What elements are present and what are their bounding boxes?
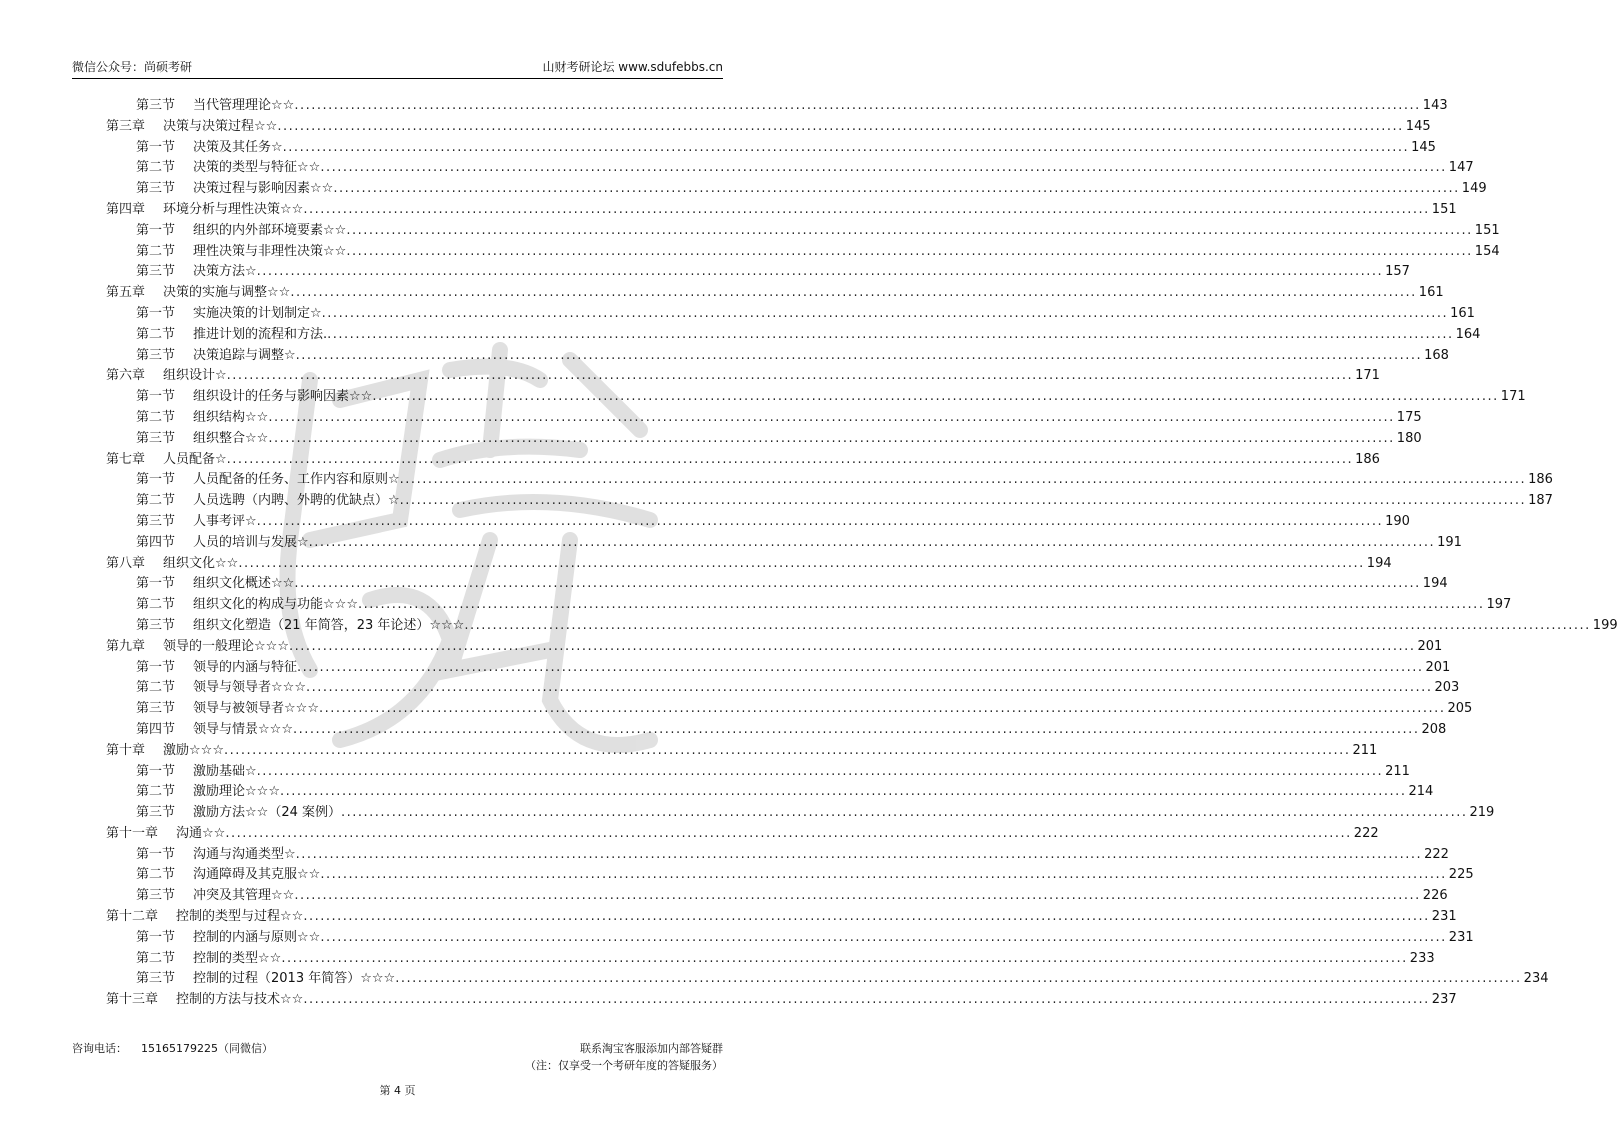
toc-entry-title: 沟通与沟通类型☆ bbox=[193, 846, 296, 862]
toc-entry-number: 第一节 bbox=[136, 659, 176, 675]
header-divider bbox=[72, 78, 723, 79]
toc-entry-number: 第六章 bbox=[106, 368, 146, 384]
toc-dot-leader: ........................................................................................................................................................................................................ bbox=[346, 222, 1473, 238]
toc-entry-title: 决策追踪与调整☆ bbox=[193, 347, 296, 363]
toc-entry-page: 151 bbox=[1431, 201, 1457, 217]
toc-entry-number: 第五章 bbox=[106, 285, 146, 301]
toc-entry-page: 161 bbox=[1450, 305, 1475, 321]
toc-entry-page: 208 bbox=[1421, 721, 1447, 737]
toc-entry-number: 第四节 bbox=[136, 721, 176, 737]
toc-entry-page: 231 bbox=[1448, 929, 1474, 945]
toc-entry-number: 第一节 bbox=[136, 389, 176, 405]
toc-entry-title: 领导与领导者☆☆☆ bbox=[193, 680, 306, 696]
toc-entry-page: 175 bbox=[1396, 409, 1422, 425]
toc-entry-number: 第八章 bbox=[106, 555, 146, 571]
toc-entry-page: 194 bbox=[1422, 576, 1448, 592]
toc-entry-page: 237 bbox=[1431, 992, 1457, 1008]
toc-entry-label bbox=[106, 907, 303, 928]
toc-entry-title: 组织文化的构成与功能☆☆☆ bbox=[193, 597, 358, 613]
toc-entry-title: 激励理论☆☆☆ bbox=[193, 784, 280, 800]
toc-entry-title: 控制的类型与过程☆☆ bbox=[176, 909, 304, 925]
toc-entry-number: 第三节 bbox=[136, 701, 176, 717]
toc-entry-page: 147 bbox=[1448, 160, 1474, 176]
toc-dot-leader: ........................................................................................................................................................................................................ bbox=[357, 597, 1485, 613]
toc-entry-title: 组织文化☆☆ bbox=[163, 555, 239, 571]
toc-section-row bbox=[106, 658, 1451, 679]
toc-entry-title: 控制的方法与技术☆☆ bbox=[176, 992, 304, 1008]
toc-entry-number: 第三节 bbox=[136, 264, 176, 280]
toc-entry-label bbox=[136, 969, 395, 990]
toc-entry-title: 控制的过程（2013 年简答）☆☆☆ bbox=[193, 971, 396, 987]
header-forum-site: 山财考研论坛 www.sdufebbs.cn bbox=[542, 60, 723, 74]
toc-dot-leader: ........................................................................................................................................................................................................ bbox=[318, 701, 1446, 717]
toc-chapter-row bbox=[106, 907, 1457, 928]
toc-dot-leader: ........................................................................................................................................................................................................ bbox=[238, 555, 1365, 571]
toc-entry-page: 222 bbox=[1353, 825, 1379, 841]
toc-entry-title: 决策与决策过程☆☆ bbox=[163, 118, 278, 134]
toc-entry-title: 决策过程与影响因素☆☆ bbox=[193, 181, 334, 197]
toc-section-row bbox=[106, 138, 1436, 159]
toc-section-row bbox=[106, 491, 1553, 512]
toc-entry-number: 第七章 bbox=[106, 451, 146, 467]
toc-section-row bbox=[106, 470, 1553, 491]
toc-entry-title: 理性决策与非理性决策☆☆ bbox=[193, 243, 347, 259]
toc-dot-leader: ........................................................................................................................................................................................................ bbox=[321, 305, 1449, 321]
toc-entry-page: 145 bbox=[1411, 139, 1436, 155]
toc-section-row bbox=[106, 845, 1449, 866]
toc-entry-number: 第二节 bbox=[136, 680, 176, 696]
toc-entry-page: 201 bbox=[1417, 638, 1443, 654]
toc-section-row bbox=[106, 699, 1473, 720]
toc-entry-label bbox=[136, 886, 294, 907]
toc-entry-page: 143 bbox=[1422, 98, 1448, 113]
toc-entry-label bbox=[136, 574, 294, 595]
toc-dot-leader: ........................................................................................................................................................................................................ bbox=[226, 451, 1354, 467]
toc-entry-label bbox=[136, 470, 400, 491]
toc-dot-leader: ........................................................................................................................................................................................................ bbox=[295, 846, 1423, 862]
toc-entry-label bbox=[106, 450, 227, 471]
toc-entry-number: 第三节 bbox=[136, 971, 176, 987]
toc-section-row bbox=[106, 865, 1474, 886]
toc-section-row bbox=[106, 720, 1447, 741]
toc-entry-page: 164 bbox=[1455, 326, 1481, 342]
toc-entry-page: 197 bbox=[1486, 597, 1512, 613]
toc-entry-page: 199 bbox=[1592, 617, 1618, 633]
toc-entry-page: 211 bbox=[1352, 742, 1378, 758]
toc-entry-page: 233 bbox=[1409, 950, 1435, 966]
toc-dot-leader: ........................................................................................................................................................................................................ bbox=[399, 472, 1527, 488]
toc-entry-page: 171 bbox=[1500, 389, 1526, 405]
toc-entry-number: 第一节 bbox=[136, 305, 176, 321]
toc-section-row bbox=[106, 346, 1449, 367]
toc-dot-leader: ........................................................................................................................................................................................................ bbox=[320, 160, 1447, 176]
toc-entry-title: 激励基础☆ bbox=[193, 763, 257, 779]
toc-dot-leader: ........................................................................................................................................................................................................ bbox=[294, 98, 1421, 113]
toc-entry-title: 人员配备☆ bbox=[163, 451, 227, 467]
toc-entry-number: 第二节 bbox=[136, 160, 176, 176]
toc-entry-page: 180 bbox=[1396, 430, 1422, 446]
toc-dot-leader: ........................................................................................................................................................................................................ bbox=[256, 264, 1384, 280]
toc-entry-number: 第三节 bbox=[136, 513, 176, 529]
toc-entry-label bbox=[106, 824, 225, 845]
toc-entry-number: 第三节 bbox=[136, 430, 176, 446]
toc-entry-number: 第三章 bbox=[106, 118, 146, 134]
toc-section-row bbox=[106, 387, 1526, 408]
toc-entry-page: 171 bbox=[1355, 368, 1380, 384]
toc-chapter-row bbox=[106, 283, 1444, 304]
toc-entry-number: 第九章 bbox=[106, 638, 146, 654]
toc-entry-label bbox=[136, 533, 309, 554]
toc-dot-leader: ........................................................................................................................................................................................................ bbox=[303, 992, 1430, 1008]
toc-entry-page: 168 bbox=[1424, 347, 1449, 363]
toc-entry-page: 219 bbox=[1469, 805, 1495, 821]
toc-dot-leader: ........................................................................................................................................................................................................ bbox=[333, 181, 1460, 197]
toc-section-row bbox=[106, 678, 1460, 699]
toc-entry-page: 151 bbox=[1474, 222, 1500, 238]
toc-entry-label bbox=[136, 512, 257, 533]
toc-entry-label bbox=[136, 865, 320, 886]
toc-dot-leader: ........................................................................................................................................................................................................ bbox=[464, 617, 1591, 633]
toc-dot-leader: ........................................................................................................................................................................................................ bbox=[341, 805, 1468, 821]
toc-entry-label bbox=[106, 637, 289, 658]
toc-entry-title: 决策的实施与调整☆☆ bbox=[163, 285, 291, 301]
toc-entry-label bbox=[136, 658, 297, 679]
toc-entry-label bbox=[106, 117, 277, 138]
toc-section-row bbox=[106, 762, 1410, 783]
toc-entry-page: 201 bbox=[1425, 659, 1451, 675]
toc-dot-leader: ........................................................................................................................................................................................................ bbox=[320, 867, 1447, 883]
toc-dot-leader: ........................................................................................................................................................................................................ bbox=[282, 139, 1410, 155]
toc-entry-title: 激励☆☆☆ bbox=[163, 742, 224, 758]
toc-entry-label bbox=[136, 595, 358, 616]
toc-dot-leader: ........................................................................................................................................................................................................ bbox=[297, 659, 1424, 675]
header-wechat-account: 微信公众号：尚硕考研 bbox=[72, 60, 193, 74]
toc-section-row bbox=[106, 574, 1448, 595]
toc-entry-page: 211 bbox=[1385, 763, 1410, 779]
toc-entry-page: 194 bbox=[1366, 555, 1392, 571]
toc-entry-label bbox=[136, 928, 320, 949]
toc-entry-label bbox=[136, 325, 327, 346]
toc-entry-number: 第三节 bbox=[136, 98, 176, 113]
toc-chapter-row bbox=[106, 824, 1379, 845]
toc-entry-label bbox=[136, 346, 296, 367]
toc-entry-label bbox=[136, 949, 281, 970]
toc-entry-number: 第二节 bbox=[136, 950, 176, 966]
toc-chapter-row bbox=[106, 450, 1380, 471]
toc-entry-title: 组织结构☆☆ bbox=[193, 409, 269, 425]
toc-entry-title: 冲突及其管理☆☆ bbox=[193, 888, 295, 904]
toc-section-row bbox=[106, 325, 1481, 346]
toc-entry-title: 推进计划的流程和方法. bbox=[193, 326, 328, 342]
toc-entry-title: 领导与被领导者☆☆☆ bbox=[193, 701, 319, 717]
toc-entry-label bbox=[136, 221, 346, 242]
toc-entry-title: 领导的内涵与特征 bbox=[193, 659, 298, 675]
toc-dot-leader: ........................................................................................................................................................................................................ bbox=[256, 763, 1384, 779]
toc-entry-label bbox=[136, 138, 283, 159]
toc-entry-title: 决策及其任务☆ bbox=[193, 139, 283, 155]
toc-section-row bbox=[106, 782, 1434, 803]
toc-dot-leader: ........................................................................................................................................................................................................ bbox=[303, 909, 1430, 925]
toc-entry-title: 沟通障碍及其克服☆☆ bbox=[193, 867, 321, 883]
toc-section-row bbox=[106, 595, 1512, 616]
toc-entry-page: 186 bbox=[1528, 472, 1553, 488]
footer-contact bbox=[72, 1040, 273, 1056]
toc-dot-leader: ........................................................................................................................................................................................................ bbox=[268, 409, 1395, 425]
toc-entry-label bbox=[136, 304, 322, 325]
toc-entry-title: 当代管理理论☆☆ bbox=[193, 98, 295, 113]
toc-dot-leader: ........................................................................................................................................................................................................ bbox=[292, 721, 1420, 737]
toc-entry-label bbox=[136, 242, 346, 263]
toc-entry-label bbox=[106, 554, 238, 575]
toc-entry-page: 149 bbox=[1461, 181, 1487, 197]
toc-entry-title: 人员配备的任务、工作内容和原则☆ bbox=[193, 472, 400, 488]
toc-entry-label bbox=[136, 262, 257, 283]
toc-entry-label bbox=[136, 408, 268, 429]
toc-entry-number: 第十一章 bbox=[106, 825, 159, 841]
toc-section-row bbox=[106, 533, 1462, 554]
toc-entry-page: 186 bbox=[1355, 451, 1380, 467]
toc-entry-label bbox=[136, 782, 280, 803]
toc-entry-number: 第一节 bbox=[136, 472, 176, 488]
toc-entry-page: 190 bbox=[1385, 513, 1410, 529]
toc-entry-number: 第十三章 bbox=[106, 992, 159, 1008]
toc-entry-label bbox=[136, 158, 320, 179]
toc-entry-number: 第一节 bbox=[136, 846, 176, 862]
toc-entry-title: 人事考评☆ bbox=[193, 513, 257, 529]
toc-chapter-row bbox=[106, 990, 1457, 1011]
toc-dot-leader: ........................................................................................................................................................................................................ bbox=[290, 285, 1417, 301]
toc-entry-label bbox=[136, 387, 372, 408]
table-of-contents bbox=[106, 96, 1618, 1011]
toc-dot-leader: ........................................................................................................................................................................................................ bbox=[288, 638, 1416, 654]
toc-entry-label bbox=[106, 366, 227, 387]
toc-section-row bbox=[106, 429, 1422, 450]
toc-dot-leader: ........................................................................................................................................................................................................ bbox=[225, 825, 1352, 841]
toc-entry-title: 组织设计的任务与影响因素☆☆ bbox=[193, 389, 373, 405]
toc-dot-leader: ........................................................................................................................................................................................................ bbox=[268, 430, 1395, 446]
toc-entry-page: 214 bbox=[1408, 784, 1434, 800]
toc-entry-number: 第一节 bbox=[136, 763, 176, 779]
toc-entry-number: 第四章 bbox=[106, 201, 146, 217]
toc-section-row bbox=[106, 304, 1475, 325]
toc-entry-number: 第一节 bbox=[136, 576, 176, 592]
toc-entry-page: 225 bbox=[1448, 867, 1474, 883]
toc-entry-number: 第二节 bbox=[136, 597, 176, 613]
toc-entry-title: 领导与情景☆☆☆ bbox=[193, 721, 293, 737]
toc-entry-title: 沟通☆☆ bbox=[176, 825, 226, 841]
toc-entry-page: 222 bbox=[1424, 846, 1449, 862]
toc-chapter-row bbox=[106, 741, 1378, 762]
toc-entry-number: 第二节 bbox=[136, 867, 176, 883]
toc-section-row bbox=[106, 928, 1474, 949]
toc-entry-title: 控制的内涵与原则☆☆ bbox=[193, 929, 321, 945]
toc-entry-label bbox=[136, 845, 296, 866]
toc-entry-title: 激励方法☆☆（24 案例） bbox=[193, 805, 341, 821]
toc-dot-leader: ........................................................................................................................................................................................................ bbox=[294, 576, 1421, 592]
toc-section-row bbox=[106, 158, 1474, 179]
footer-phone-label: 咨询电话： bbox=[72, 1042, 127, 1055]
toc-dot-leader: ........................................................................................................................................................................................................ bbox=[395, 971, 1522, 987]
toc-entry-label bbox=[136, 179, 333, 200]
toc-entry-number: 第二节 bbox=[136, 326, 176, 342]
toc-chapter-row bbox=[106, 637, 1443, 658]
toc-entry-page: 187 bbox=[1528, 493, 1553, 509]
toc-entry-title: 人员选聘（内聘、外聘的优缺点）☆ bbox=[193, 493, 400, 509]
toc-section-row bbox=[106, 242, 1500, 263]
toc-entry-number: 第二节 bbox=[136, 409, 176, 425]
toc-entry-number: 第一节 bbox=[136, 139, 176, 155]
footer-phone-number: 15165179225（同微信） bbox=[141, 1042, 273, 1055]
toc-dot-leader: ........................................................................................................................................................................................................ bbox=[256, 513, 1384, 529]
toc-entry-title: 人员的培训与发展☆ bbox=[193, 534, 309, 550]
toc-dot-leader: ........................................................................................................................................................................................................ bbox=[305, 680, 1433, 696]
toc-entry-number: 第三节 bbox=[136, 347, 176, 363]
toc-entry-number: 第二节 bbox=[136, 784, 176, 800]
toc-section-row bbox=[106, 803, 1495, 824]
toc-entry-number: 第三节 bbox=[136, 888, 176, 904]
toc-entry-number: 第一节 bbox=[136, 222, 176, 238]
toc-section-row bbox=[106, 512, 1410, 533]
toc-entry-number: 第一节 bbox=[136, 929, 176, 945]
toc-dot-leader: ........................................................................................................................................................................................................ bbox=[399, 493, 1527, 509]
footer-service-note: 联系淘宝客服添加内部答疑群 bbox=[580, 1042, 723, 1055]
toc-entry-title: 组织文化塑造（21 年简答，23 年论述）☆☆☆ bbox=[193, 617, 465, 633]
toc-entry-page: 234 bbox=[1523, 971, 1549, 987]
toc-entry-page: 145 bbox=[1405, 118, 1431, 134]
toc-entry-page: 203 bbox=[1434, 680, 1460, 696]
toc-section-row bbox=[106, 408, 1422, 429]
toc-entry-page: 191 bbox=[1437, 534, 1462, 550]
toc-entry-label bbox=[136, 491, 400, 512]
toc-entry-number: 第十章 bbox=[106, 742, 146, 758]
toc-entry-number: 第三节 bbox=[136, 805, 176, 821]
toc-dot-leader: ........................................................................................................................................................................................................ bbox=[281, 950, 1408, 966]
toc-entry-number: 第二节 bbox=[136, 493, 176, 509]
toc-entry-label bbox=[106, 200, 303, 221]
toc-entry-label bbox=[136, 803, 341, 824]
toc-entry-title: 领导的一般理论☆☆☆ bbox=[163, 638, 289, 654]
toc-entry-title: 组织的内外部环境要素☆☆ bbox=[193, 222, 347, 238]
toc-chapter-row bbox=[106, 117, 1431, 138]
toc-entry-label bbox=[136, 720, 293, 741]
toc-section-row bbox=[106, 969, 1549, 990]
toc-entry-title: 组织文化概述☆☆ bbox=[193, 576, 295, 592]
toc-entry-label bbox=[136, 699, 319, 720]
page-header bbox=[72, 58, 723, 78]
toc-dot-leader: ........................................................................................................................................................................................................ bbox=[303, 201, 1430, 217]
page-number: 第 4 页 bbox=[379, 1084, 416, 1097]
toc-entry-title: 组织设计☆ bbox=[163, 368, 227, 384]
toc-entry-label bbox=[136, 429, 268, 450]
toc-entry-page: 205 bbox=[1447, 701, 1473, 717]
toc-entry-label bbox=[136, 616, 464, 637]
toc-entry-title: 控制的类型☆☆ bbox=[193, 950, 282, 966]
toc-entry-page: 157 bbox=[1385, 264, 1410, 280]
toc-chapter-row bbox=[106, 554, 1392, 575]
toc-section-row bbox=[106, 221, 1500, 242]
toc-entry-number: 第三节 bbox=[136, 617, 176, 633]
toc-entry-label bbox=[136, 96, 294, 117]
toc-entry-label bbox=[136, 678, 306, 699]
toc-dot-leader: ........................................................................................................................................................................................................ bbox=[295, 347, 1423, 363]
toc-entry-number: 第四节 bbox=[136, 534, 176, 550]
toc-entry-title: 环境分析与理性决策☆☆ bbox=[163, 201, 304, 217]
toc-chapter-row bbox=[106, 366, 1380, 387]
toc-entry-number: 第十二章 bbox=[106, 909, 159, 925]
toc-dot-leader: ........................................................................................................................................................................................................ bbox=[346, 243, 1473, 259]
toc-section-row bbox=[106, 616, 1618, 637]
toc-entry-label bbox=[106, 741, 224, 762]
toc-section-row bbox=[106, 96, 1448, 117]
toc-dot-leader: ........................................................................................................................................................................................................ bbox=[372, 389, 1499, 405]
toc-section-row bbox=[106, 262, 1410, 283]
toc-chapter-row bbox=[106, 200, 1457, 221]
toc-section-row bbox=[106, 179, 1487, 200]
toc-dot-leader: ........................................................................................................................................................................................................ bbox=[279, 784, 1407, 800]
toc-dot-leader: ........................................................................................................................................................................................................ bbox=[223, 742, 1351, 758]
toc-dot-leader: ........................................................................................................................................................................................................ bbox=[327, 326, 1454, 342]
toc-entry-number: 第三节 bbox=[136, 181, 176, 197]
toc-entry-label bbox=[136, 762, 257, 783]
toc-entry-title: 决策方法☆ bbox=[193, 264, 257, 280]
toc-entry-label bbox=[106, 990, 303, 1011]
toc-entry-title: 实施决策的计划制定☆ bbox=[193, 305, 322, 321]
toc-entry-label bbox=[106, 283, 290, 304]
toc-dot-leader: ........................................................................................................................................................................................................ bbox=[277, 118, 1404, 134]
toc-dot-leader: ........................................................................................................................................................................................................ bbox=[226, 368, 1354, 384]
toc-entry-number: 第二节 bbox=[136, 243, 176, 259]
footer-service-disclaimer: （注：仅享受一个考研年度的答疑服务） bbox=[525, 1059, 723, 1072]
toc-entry-page: 226 bbox=[1422, 888, 1448, 904]
toc-dot-leader: ........................................................................................................................................................................................................ bbox=[320, 929, 1447, 945]
toc-section-row bbox=[106, 886, 1448, 907]
toc-dot-leader: ........................................................................................................................................................................................................ bbox=[308, 534, 1436, 550]
toc-entry-title: 组织整合☆☆ bbox=[193, 430, 269, 446]
toc-entry-page: 161 bbox=[1418, 285, 1444, 301]
toc-dot-leader: ........................................................................................................................................................................................................ bbox=[294, 888, 1421, 904]
toc-entry-title: 决策的类型与特征☆☆ bbox=[193, 160, 321, 176]
toc-entry-page: 154 bbox=[1474, 243, 1500, 259]
toc-entry-page: 231 bbox=[1431, 909, 1457, 925]
toc-section-row bbox=[106, 949, 1435, 970]
